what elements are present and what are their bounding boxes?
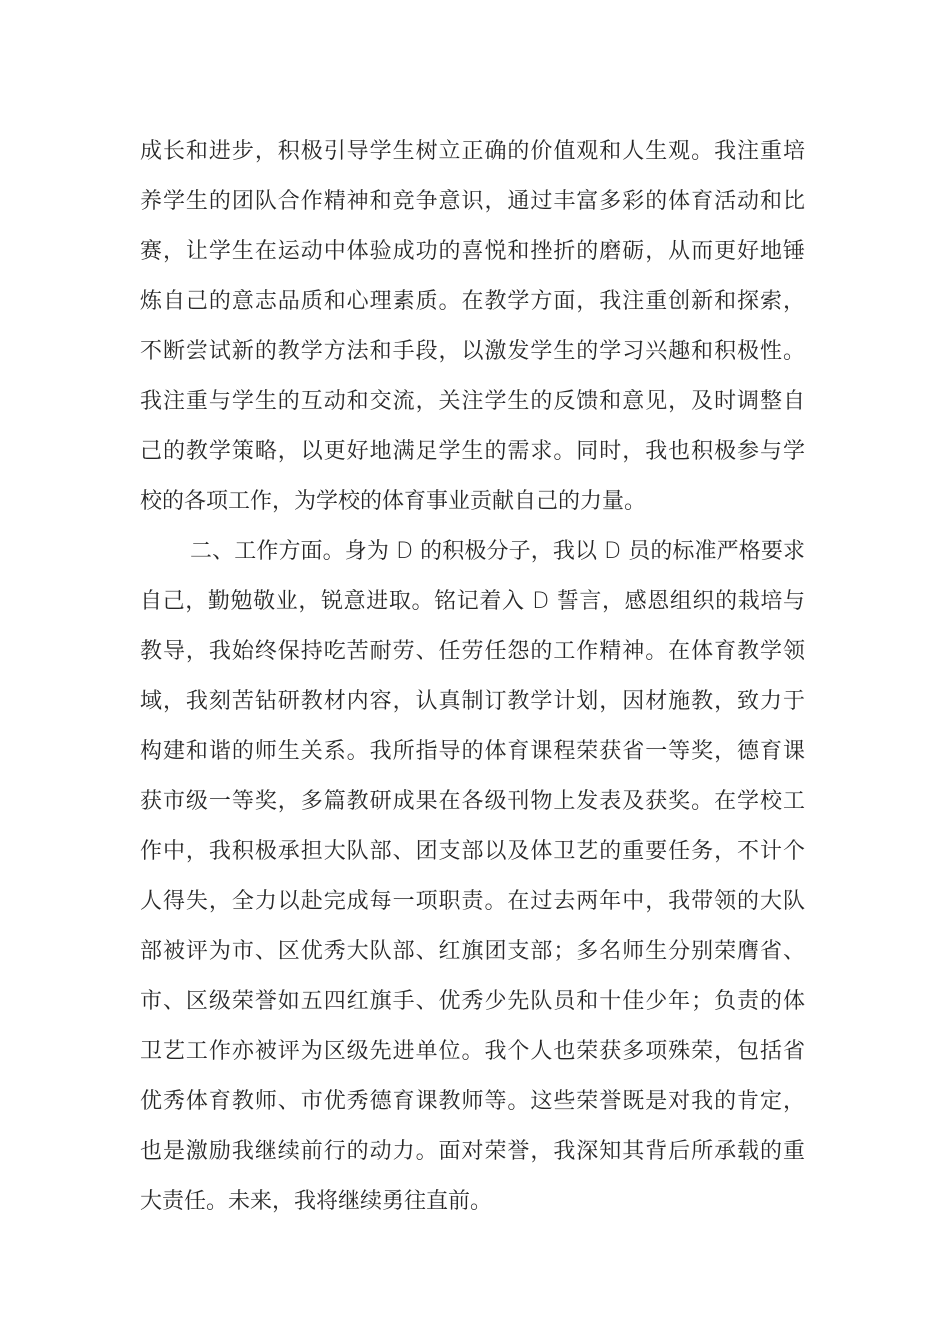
paragraph-work	[140, 527, 805, 1227]
text-line: 不断尝试新的教学方法和手段，以激发学生的学习兴趣和积极性。	[140, 339, 805, 364]
text-line: 校的各项工作，为学校的体育事业贡献自己的力量。	[140, 489, 647, 514]
text-line: 人得失，全力以赴完成每一项职责。在过去两年中，我带领的大队	[140, 889, 805, 914]
text-line: 我注重与学生的互动和交流，关注学生的反馈和意见，及时调整自	[140, 389, 805, 414]
text-line: 养学生的团队合作精神和竞争意识，通过丰富多彩的体育活动和比	[140, 189, 805, 214]
text-line: 市、区级荣誉如五四红旗手、优秀少先队员和十佳少年；负责的体	[140, 989, 805, 1014]
text-line: 卫艺工作亦被评为区级先进单位。我个人也荣获多项殊荣，包括省	[140, 1039, 805, 1064]
text-line: 获市级一等奖，多篇教研成果在各级刊物上发表及获奖。在学校工	[140, 789, 805, 814]
text-line: 作中，我积极承担大队部、团支部以及体卫艺的重要任务，不计个	[140, 839, 805, 864]
text-line: 成长和进步，积极引导学生树立正确的价值观和人生观。我注重培	[140, 139, 805, 164]
text-line: 优秀体育教师、市优秀德育课教师等。这些荣誉既是对我的肯定，	[140, 1089, 805, 1114]
text-line: 自己，勤勉敬业，锐意进取。铭记着入 D 誓言，感恩组织的栽培与	[140, 589, 805, 614]
text-line: 教导，我始终保持吃苦耐劳、任劳任怨的工作精神。在体育教学领	[140, 639, 805, 664]
text-line: 也是激励我继续前行的动力。面对荣誉，我深知其背后所承载的重	[140, 1139, 805, 1164]
paragraph-teaching	[140, 127, 805, 527]
text-line: 构建和谐的师生关系。我所指导的体育课程荣获省一等奖，德育课	[140, 739, 805, 764]
text-line: 大责任。未来，我将继续勇往直前。	[140, 1189, 493, 1214]
text-line: 赛，让学生在运动中体验成功的喜悦和挫折的磨砺，从而更好地锤	[140, 239, 805, 264]
text-line: 部被评为市、区优秀大队部、红旗团支部；多名师生分别荣膺省、	[140, 939, 805, 964]
text-line: 二、工作方面。身为 D 的积极分子，我以 D 员的标准严格要求	[190, 539, 805, 564]
text-line: 炼自己的意志品质和心理素质。在教学方面，我注重创新和探索，	[140, 289, 805, 314]
text-line: 己的教学策略，以更好地满足学生的需求。同时，我也积极参与学	[140, 439, 805, 464]
text-line: 域，我刻苦钻研教材内容，认真制订教学计划，因材施教，致力于	[140, 689, 805, 714]
document-page	[140, 127, 805, 1227]
